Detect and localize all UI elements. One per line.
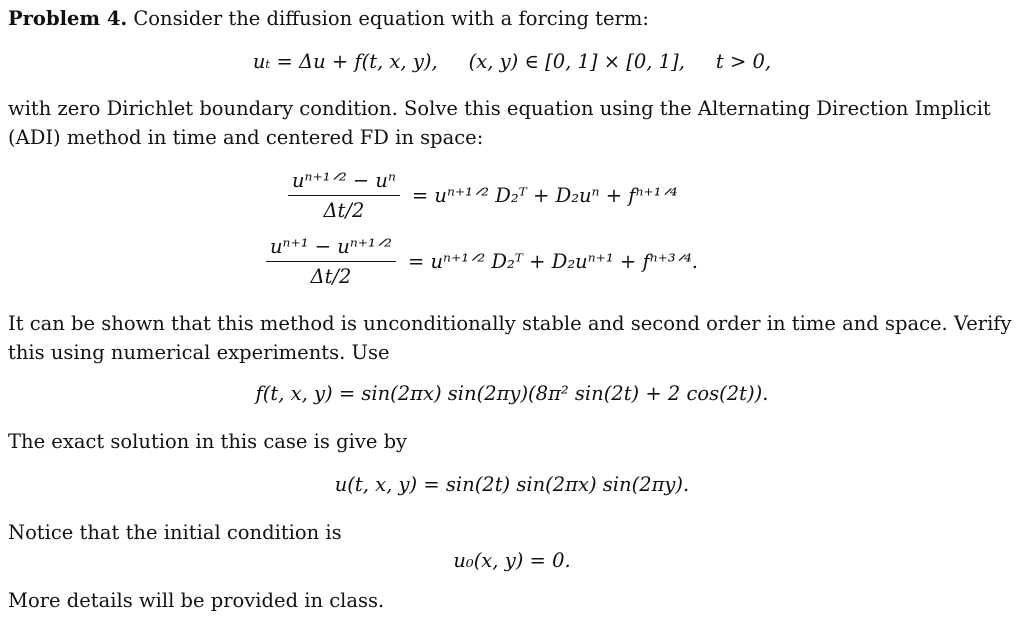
- adi-step-1: [282, 167, 678, 223]
- adi-step-2-fraction: [266, 235, 396, 288]
- diffusion-equation-main: uₜ = Δu + f(t, x, y),: [252, 50, 438, 73]
- adi-step-2-rhs: = uⁿ⁺¹ᐟ² D₂ᵀ + D₂uⁿ⁺¹ + fⁿ⁺³ᐟ⁴.: [407, 249, 698, 273]
- adi-step-2-numerator: uⁿ⁺¹ − uⁿ⁺¹ᐟ²: [266, 235, 396, 262]
- adi-step-2-denominator: Δt/2: [310, 264, 352, 288]
- adi-step-1-numerator: uⁿ⁺¹ᐟ² − uⁿ: [288, 169, 400, 196]
- adi-step-1-fraction: [288, 169, 400, 222]
- exact-solution-equation: u(t, x, y) = sin(2t) sin(2πx) sin(2πy).: [334, 473, 690, 496]
- adi-step-1-denominator: Δt/2: [323, 198, 365, 222]
- initial-condition-equation: u₀(x, y) = 0.: [453, 549, 571, 572]
- diffusion-equation-domain: (x, y) ∈ [0, 1] × [0, 1],: [468, 50, 685, 73]
- closing-paragraph: More details will be provided in class.: [8, 589, 385, 612]
- boundary-paragraph: with zero Dirichlet boundary condition. Solve this equation using the Alternating Direction Implicit (ADI) method in time and centered FD in space:: [8, 97, 991, 149]
- diffusion-equation: [0, 50, 1024, 73]
- stability-paragraph: It can be shown that this method is unconditionally stable and second order in time and space. Verify this using numerical experiments. Use: [8, 312, 1012, 364]
- problem-statement: [8, 4, 1016, 33]
- diffusion-equation-time: t > 0,: [715, 50, 772, 73]
- exact-solution-intro: The exact solution in this case is give by: [8, 430, 408, 453]
- initial-condition-intro: Notice that the initial condition is: [8, 521, 342, 544]
- adi-step-1-rhs: = uⁿ⁺¹ᐟ² D₂ᵀ + D₂uⁿ + fⁿ⁺¹ᐟ⁴: [411, 183, 678, 207]
- forcing-function-equation: f(t, x, y) = sin(2πx) sin(2πy)(8π² sin(2t) + 2 cos(2t)).: [255, 382, 769, 405]
- adi-step-2: [260, 233, 698, 289]
- problem-label: Problem 4.: [8, 7, 128, 30]
- problem-intro: Consider the diffusion equation with a forcing term:: [133, 7, 649, 30]
